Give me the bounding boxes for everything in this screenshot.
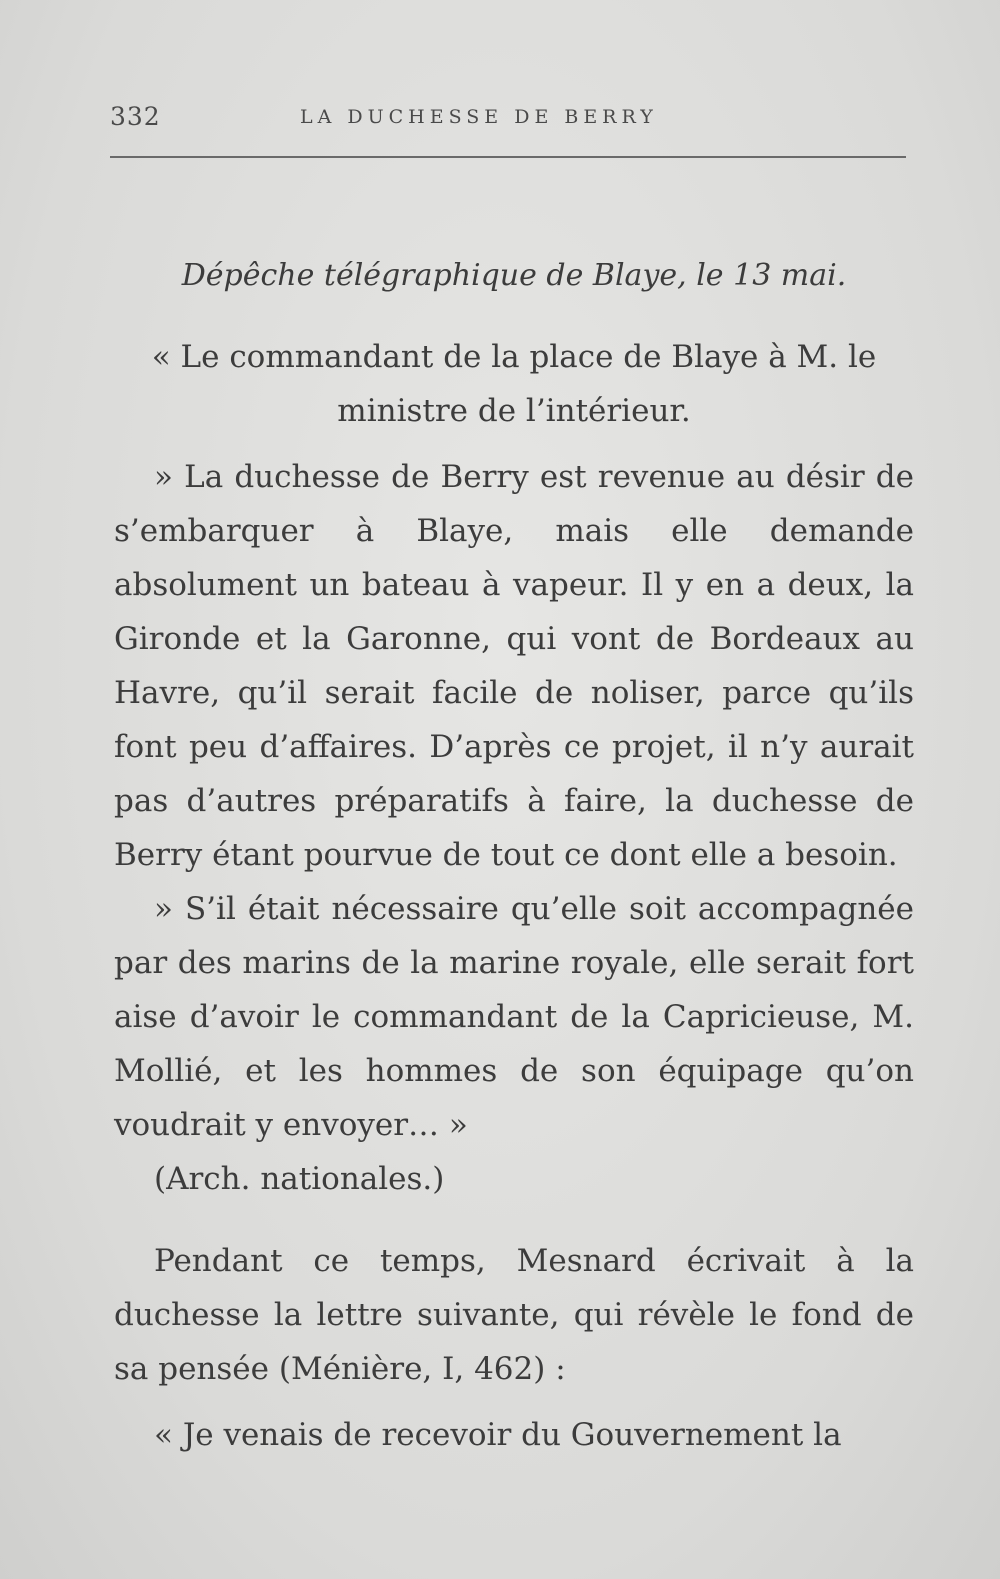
address-line-1: « Le commandant de la place de Blaye à M. le [151, 339, 877, 375]
running-head [110, 102, 910, 142]
paragraph-2: » S’il était nécessaire qu’elle soit accompagnée par des marins de la marine royale, elle serait fort aise d’avoir le commandant de la Capricieuse, M. Mollié, et les hommes de son équipage qu’on voudrait y envoyer… » [114, 891, 914, 1143]
body-text [114, 330, 914, 1462]
header-rule [110, 156, 906, 158]
source-note: (Arch. nationales.) [154, 1161, 445, 1197]
address-line-2: ministre de l’intérieur. [337, 393, 691, 429]
paragraph-4: « Je venais de recevoir du Gouvernement la [154, 1417, 842, 1453]
running-title: LA DUCHESSE DE BERRY [300, 106, 658, 128]
paragraph-3: Pendant ce temps, Mesnard écrivait à la duchesse la lettre suivante, qui révèle le fond de sa pensée (Ménière, I, 462) : [114, 1243, 914, 1387]
dispatch-heading: Dépêche télégraphique de Blaye, le 13 mai. [181, 258, 847, 293]
paragraph-1: » La duchesse de Berry est revenue au désir de s’embarquer à Blaye, mais elle demande absolument un bateau à vapeur. Il y en a deux, la Gironde et la Garonne, qui vont de Bordeaux au Havre, qu’il serait facile de noliser, parce qu’ils font peu d’affaires. D’après ce projet, il n’y aurait pas d’autres préparatifs à faire, la duchesse de Berry étant pourvue de tout ce dont elle a besoin. [114, 459, 914, 873]
page-number: 332 [110, 102, 161, 131]
